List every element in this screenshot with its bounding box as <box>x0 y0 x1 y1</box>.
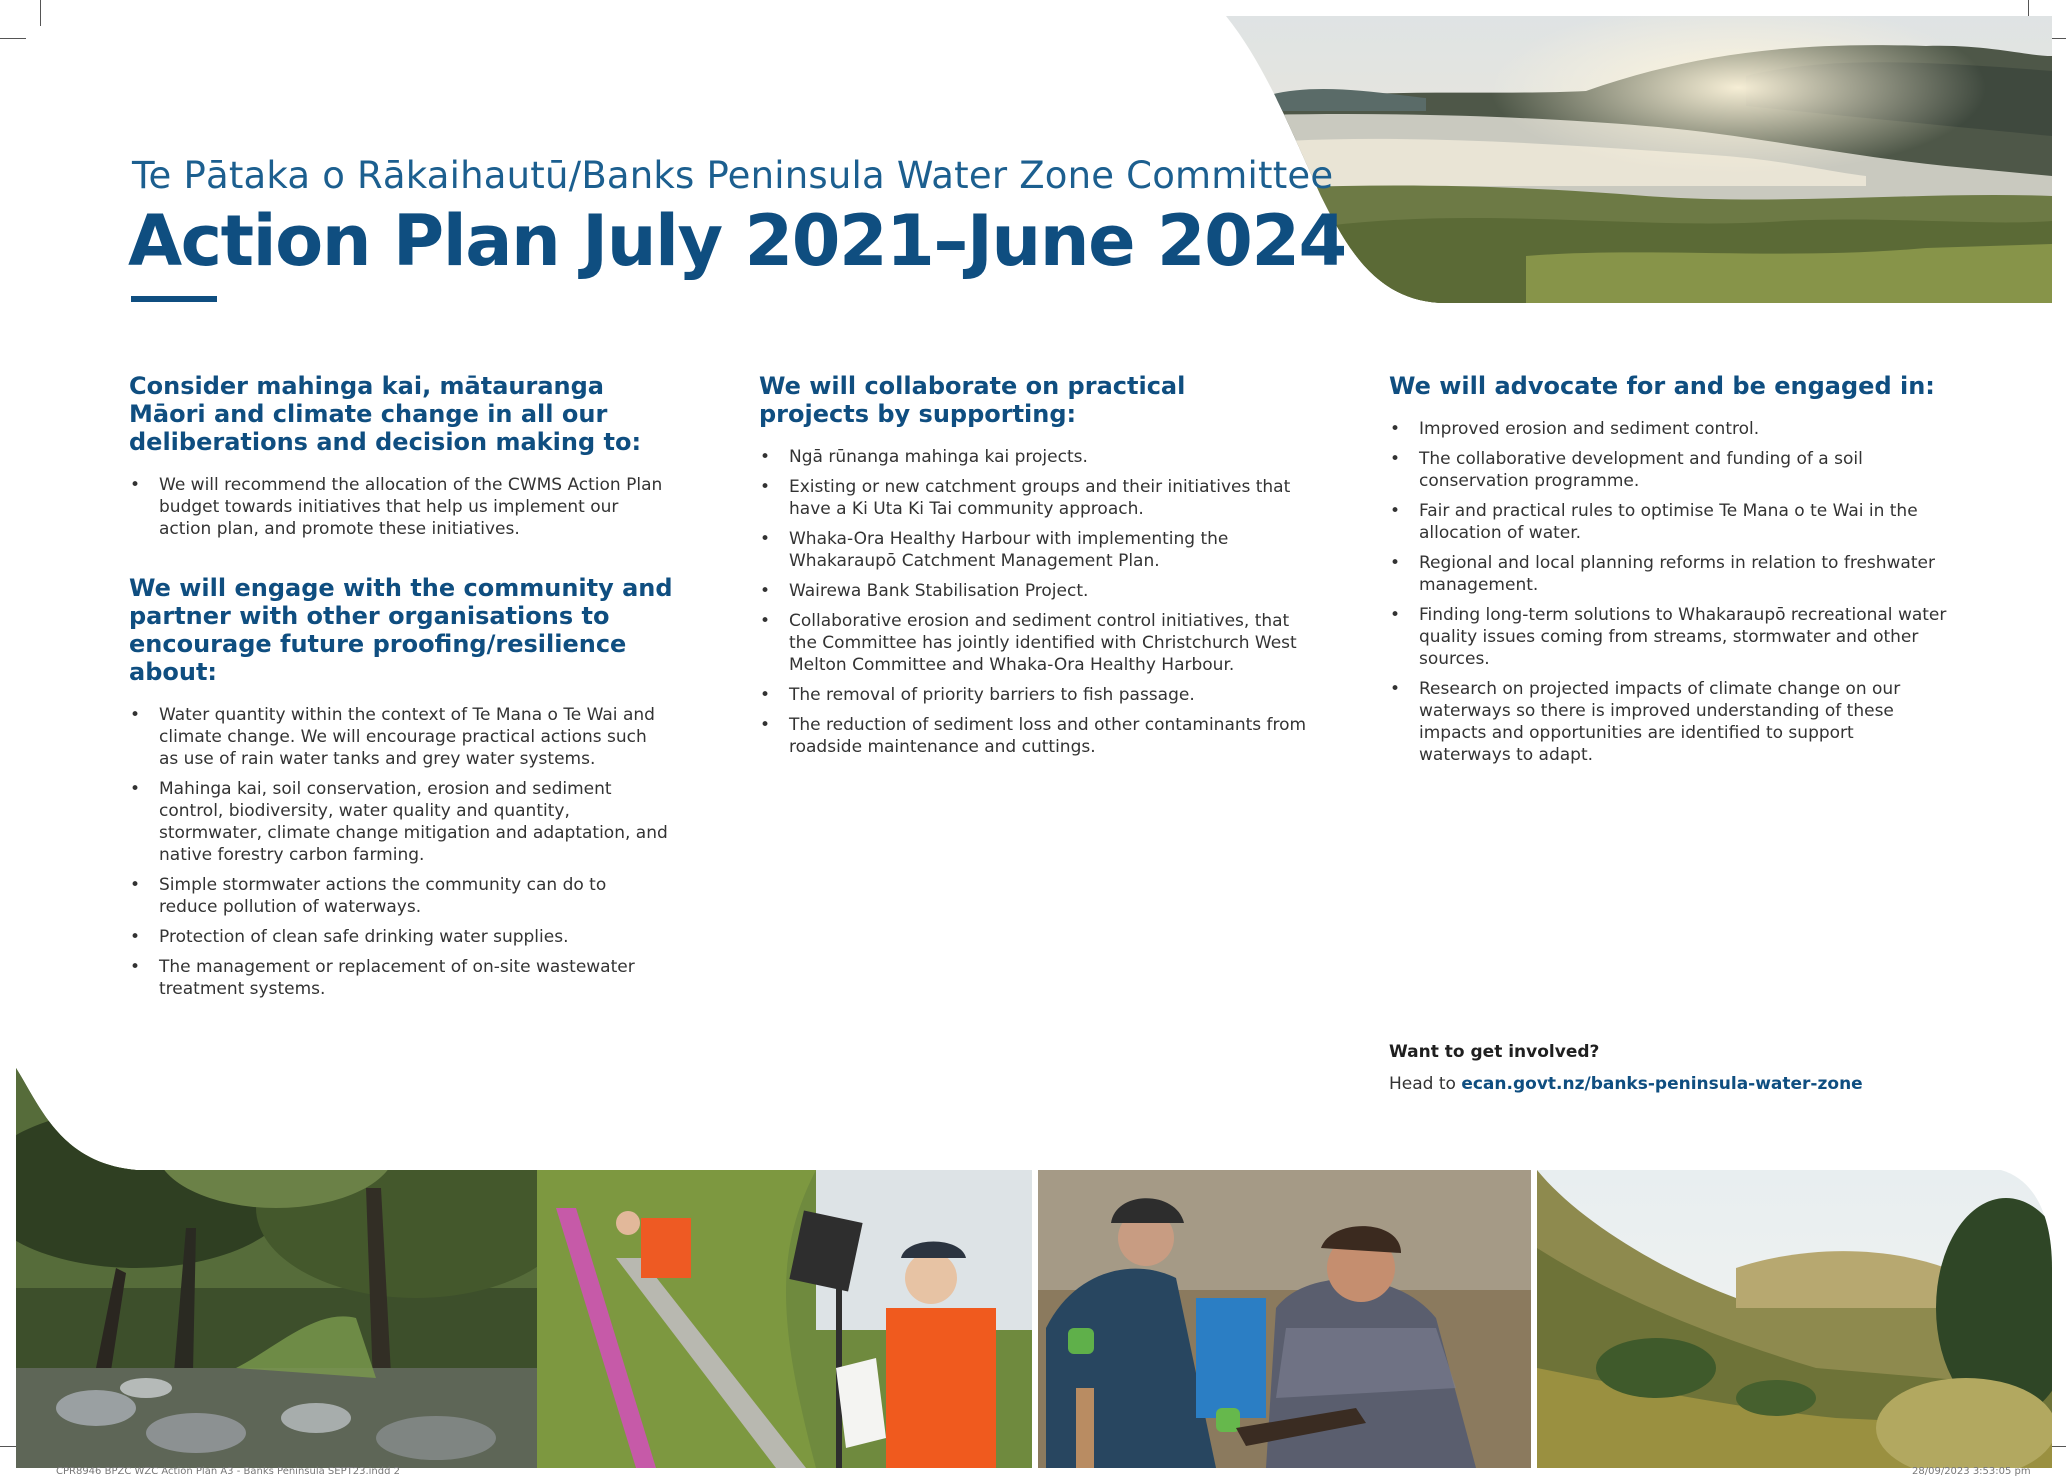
list-item: • Water quantity within the context of Te Mana o Te Wai and climate change. We will encourage practical actions such as use of rain water tanks and grey water systems. <box>129 704 669 770</box>
bullet-list <box>129 474 689 540</box>
page-title: Action Plan July 2021–June 2024 <box>128 200 1346 282</box>
ecan-link[interactable]: ecan.govt.nz/banks-peninsula-water-zone <box>1461 1074 1863 1094</box>
bullet-list <box>129 704 689 1000</box>
list-item: • The collaborative development and funding of a soil conservation programme. <box>1389 448 1949 492</box>
valley-hills-photo <box>1537 1170 2052 1468</box>
harbour-landscape-photo <box>1226 16 2052 303</box>
list-item: • Fair and practical rules to optimise Te Mana o te Wai in the allocation of water. <box>1389 500 1949 544</box>
list-item: • Improved erosion and sediment control. <box>1389 418 1949 440</box>
bullet-list <box>759 446 1319 758</box>
list-item: • Mahinga kai, soil conservation, erosion and sediment control, biodiversity, water quality and quantity, stormwater, climate change mitigation and adaptation, and native forestry carbon farming. <box>129 778 669 866</box>
fieldworkers-photo <box>537 1170 1032 1468</box>
section-heading: We will engage with the community and partner with other organisations to encourage future proofing/resilience about: <box>129 574 673 686</box>
list-item: • Whaka-Ora Healthy Harbour with implementing the Whakaraupō Catchment Management Plan. <box>759 528 1319 572</box>
cta-question: Want to get involved? <box>1389 1042 1600 1062</box>
tree-planting-photo <box>1038 1170 1531 1468</box>
list-item: • Protection of clean safe drinking water supplies. <box>129 926 669 948</box>
footer-slug-right: 28/09/2023 3:53:05 pm <box>1912 1466 2031 1477</box>
list-item: • The removal of priority barriers to fish passage. <box>759 684 1319 706</box>
column-advocate <box>1389 372 1949 800</box>
bullet-list <box>1389 418 1949 766</box>
column-collaborate <box>759 372 1319 792</box>
list-item: • Wairewa Bank Stabilisation Project. <box>759 580 1319 602</box>
section-heading: Consider mahinga kai, mātauranga Māori and climate change in all our deliberations and decision making to: <box>129 372 642 456</box>
native-bush-stream-photo <box>16 1068 576 1468</box>
list-item: • Collaborative erosion and sediment control initiatives, that the Committee has jointly identified with Christchurch West Melton Committee and Whaka-Ora Healthy Harbour. <box>759 610 1319 676</box>
cta-prefix: Head to <box>1389 1074 1462 1094</box>
list-item: • Research on projected impacts of climate change on our waterways so there is improved understanding of these impacts and opportunities are identified to support waterways to adapt. <box>1389 678 1949 766</box>
list-item: • The reduction of sediment loss and other contaminants from roadside maintenance and cuttings. <box>759 714 1319 758</box>
section-heading: We will collaborate on practical projects by supporting: <box>759 372 1186 428</box>
list-item: • We will recommend the allocation of the CWMS Action Plan budget towards initiatives that help us implement our action plan, and promote these initiatives. <box>129 474 669 540</box>
section-heading: We will advocate for and be engaged in: <box>1389 372 1935 400</box>
list-item: • The management or replacement of on-site wastewater treatment systems. <box>129 956 669 1000</box>
list-item: • Regional and local planning reforms in relation to freshwater management. <box>1389 552 1949 596</box>
crop-mark <box>40 0 41 26</box>
photo-strip <box>16 1068 2052 1468</box>
crop-mark <box>0 38 26 39</box>
list-item: • Ngā rūnanga mahinga kai projects. <box>759 446 1319 468</box>
list-item: • Simple stormwater actions the community can do to reduce pollution of waterways. <box>129 874 669 918</box>
page-subtitle: Te Pātaka o Rākaihautū/Banks Peninsula Water Zone Committee <box>132 154 1334 197</box>
title-underline <box>131 296 217 302</box>
footer-slug-left: CPR8946 BPZC WZC Action Plan A3 - Banks Peninsula SEPT23.indd 2 <box>56 1466 400 1477</box>
list-item: • Finding long-term solutions to Whakaraupō recreational water quality issues coming from streams, stormwater and other sources. <box>1389 604 1949 670</box>
list-item: • Existing or new catchment groups and their initiatives that have a Ki Uta Ki Tai community approach. <box>759 476 1319 520</box>
column-consider <box>129 372 689 1034</box>
